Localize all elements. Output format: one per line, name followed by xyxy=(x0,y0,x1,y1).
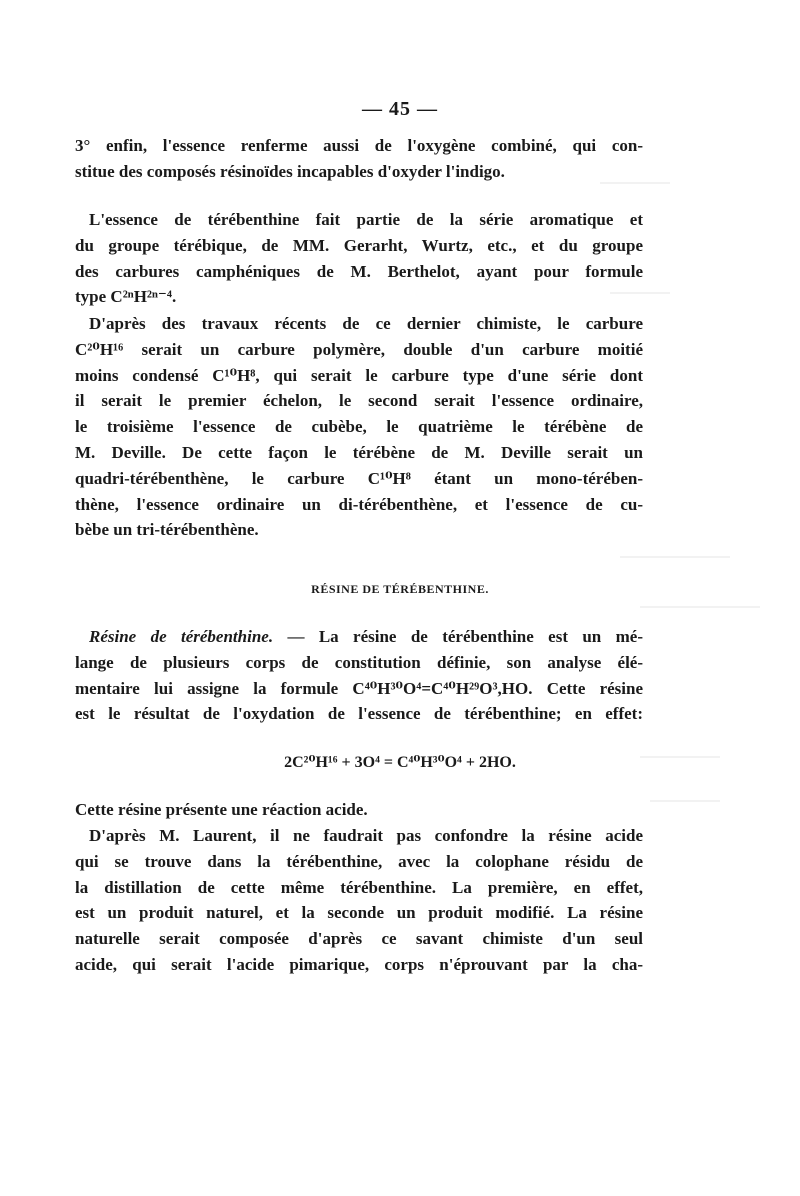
text-line: thène, l'essence ordinaire un di-térébenthène, et l'essence de cu- xyxy=(75,494,643,514)
paragraph-lead: Résine de térébenthine. xyxy=(89,627,274,646)
text-line: D'après M. Laurent, il ne faudrait pas confondre la résine acide xyxy=(89,826,643,845)
text-line: est un produit naturel, et la seconde un produit modifié. La résine xyxy=(75,903,643,923)
paragraph-4 xyxy=(75,624,643,727)
text-line: type C²ⁿH²ⁿ⁻⁴. xyxy=(75,287,177,307)
paragraph-3 xyxy=(75,311,643,543)
text-line: du groupe térébique, de MM. Gerarht, Wurtz, etc., et du groupe xyxy=(75,235,643,255)
text-line: stitue des composés résinoïdes incapables d'oxyder l'indigo. xyxy=(75,161,505,181)
bleed-through-mark xyxy=(650,800,720,802)
section-heading: RÉSINE DE TÉRÉBENTHINE. xyxy=(311,582,489,596)
text-fragment: — La résine de térébenthine est un mé- xyxy=(273,627,643,646)
bleed-through-mark xyxy=(620,556,730,558)
text-line: M. Deville. De cette façon le térébène de M. Deville serait un xyxy=(75,442,643,462)
text-line: moins condensé C¹⁰H⁸, qui serait le carbure type d'une série dont xyxy=(75,365,643,385)
text-line: des carbures camphéniques de M. Berthelot, ayant pour formule xyxy=(75,261,643,281)
text-line: C²⁰H¹⁶ serait un carbure polymère, double d'un carbure moitié xyxy=(75,339,643,359)
text-line: D'après des travaux récents de ce dernier chimiste, le carbure xyxy=(89,314,643,333)
page-number: — 45 — xyxy=(362,98,438,120)
text-line: il serait le premier échelon, le second serait l'essence ordinaire, xyxy=(75,391,643,411)
text-line: quadri-térébenthène, le carbure C¹⁰H⁸ étant un mono-térében- xyxy=(75,468,643,488)
text-line: Cette résine présente une réaction acide. xyxy=(75,800,368,819)
text-line: est le résultat de l'oxydation de l'essence de térébenthine; en effet: xyxy=(75,704,643,724)
text-line: qui se trouve dans la térébenthine, avec la colophane résidu de xyxy=(75,851,643,871)
paragraph-2 xyxy=(75,207,643,310)
text-line: la distillation de cette même térébenthine. La première, en effet, xyxy=(75,877,643,897)
paragraph-1 xyxy=(75,133,643,185)
text-line: L'essence de térébenthine fait partie de la série aromatique et xyxy=(89,210,643,229)
text-line: naturelle serait composée d'après ce savant chimiste d'un seul xyxy=(75,929,643,949)
text-line: mentaire lui assigne la formule C⁴⁰H³⁰O⁴=C⁴⁰H²⁹O³,HO. Cette résine xyxy=(75,678,643,698)
bleed-through-mark xyxy=(640,606,760,608)
chemical-equation: 2C²⁰H¹⁶ + 3O⁴ = C⁴⁰H³⁰O⁴ + 2HO. xyxy=(284,754,516,771)
text-line: bèbe un tri-térébenthène. xyxy=(75,520,259,540)
text-line: acide, qui serait l'acide pimarique, corps n'éprouvant par la cha- xyxy=(75,954,643,974)
paragraph-6 xyxy=(75,823,643,978)
text-line xyxy=(75,624,643,650)
text-line: 3° enfin, l'essence renferme aussi de l'oxygène combiné, qui con- xyxy=(75,136,643,155)
paragraph-5 xyxy=(75,797,643,823)
text-line: le troisième l'essence de cubèbe, le quatrième le térébène de xyxy=(75,417,643,437)
text-line: lange de plusieurs corps de constitution définie, son analyse élé- xyxy=(75,652,643,672)
